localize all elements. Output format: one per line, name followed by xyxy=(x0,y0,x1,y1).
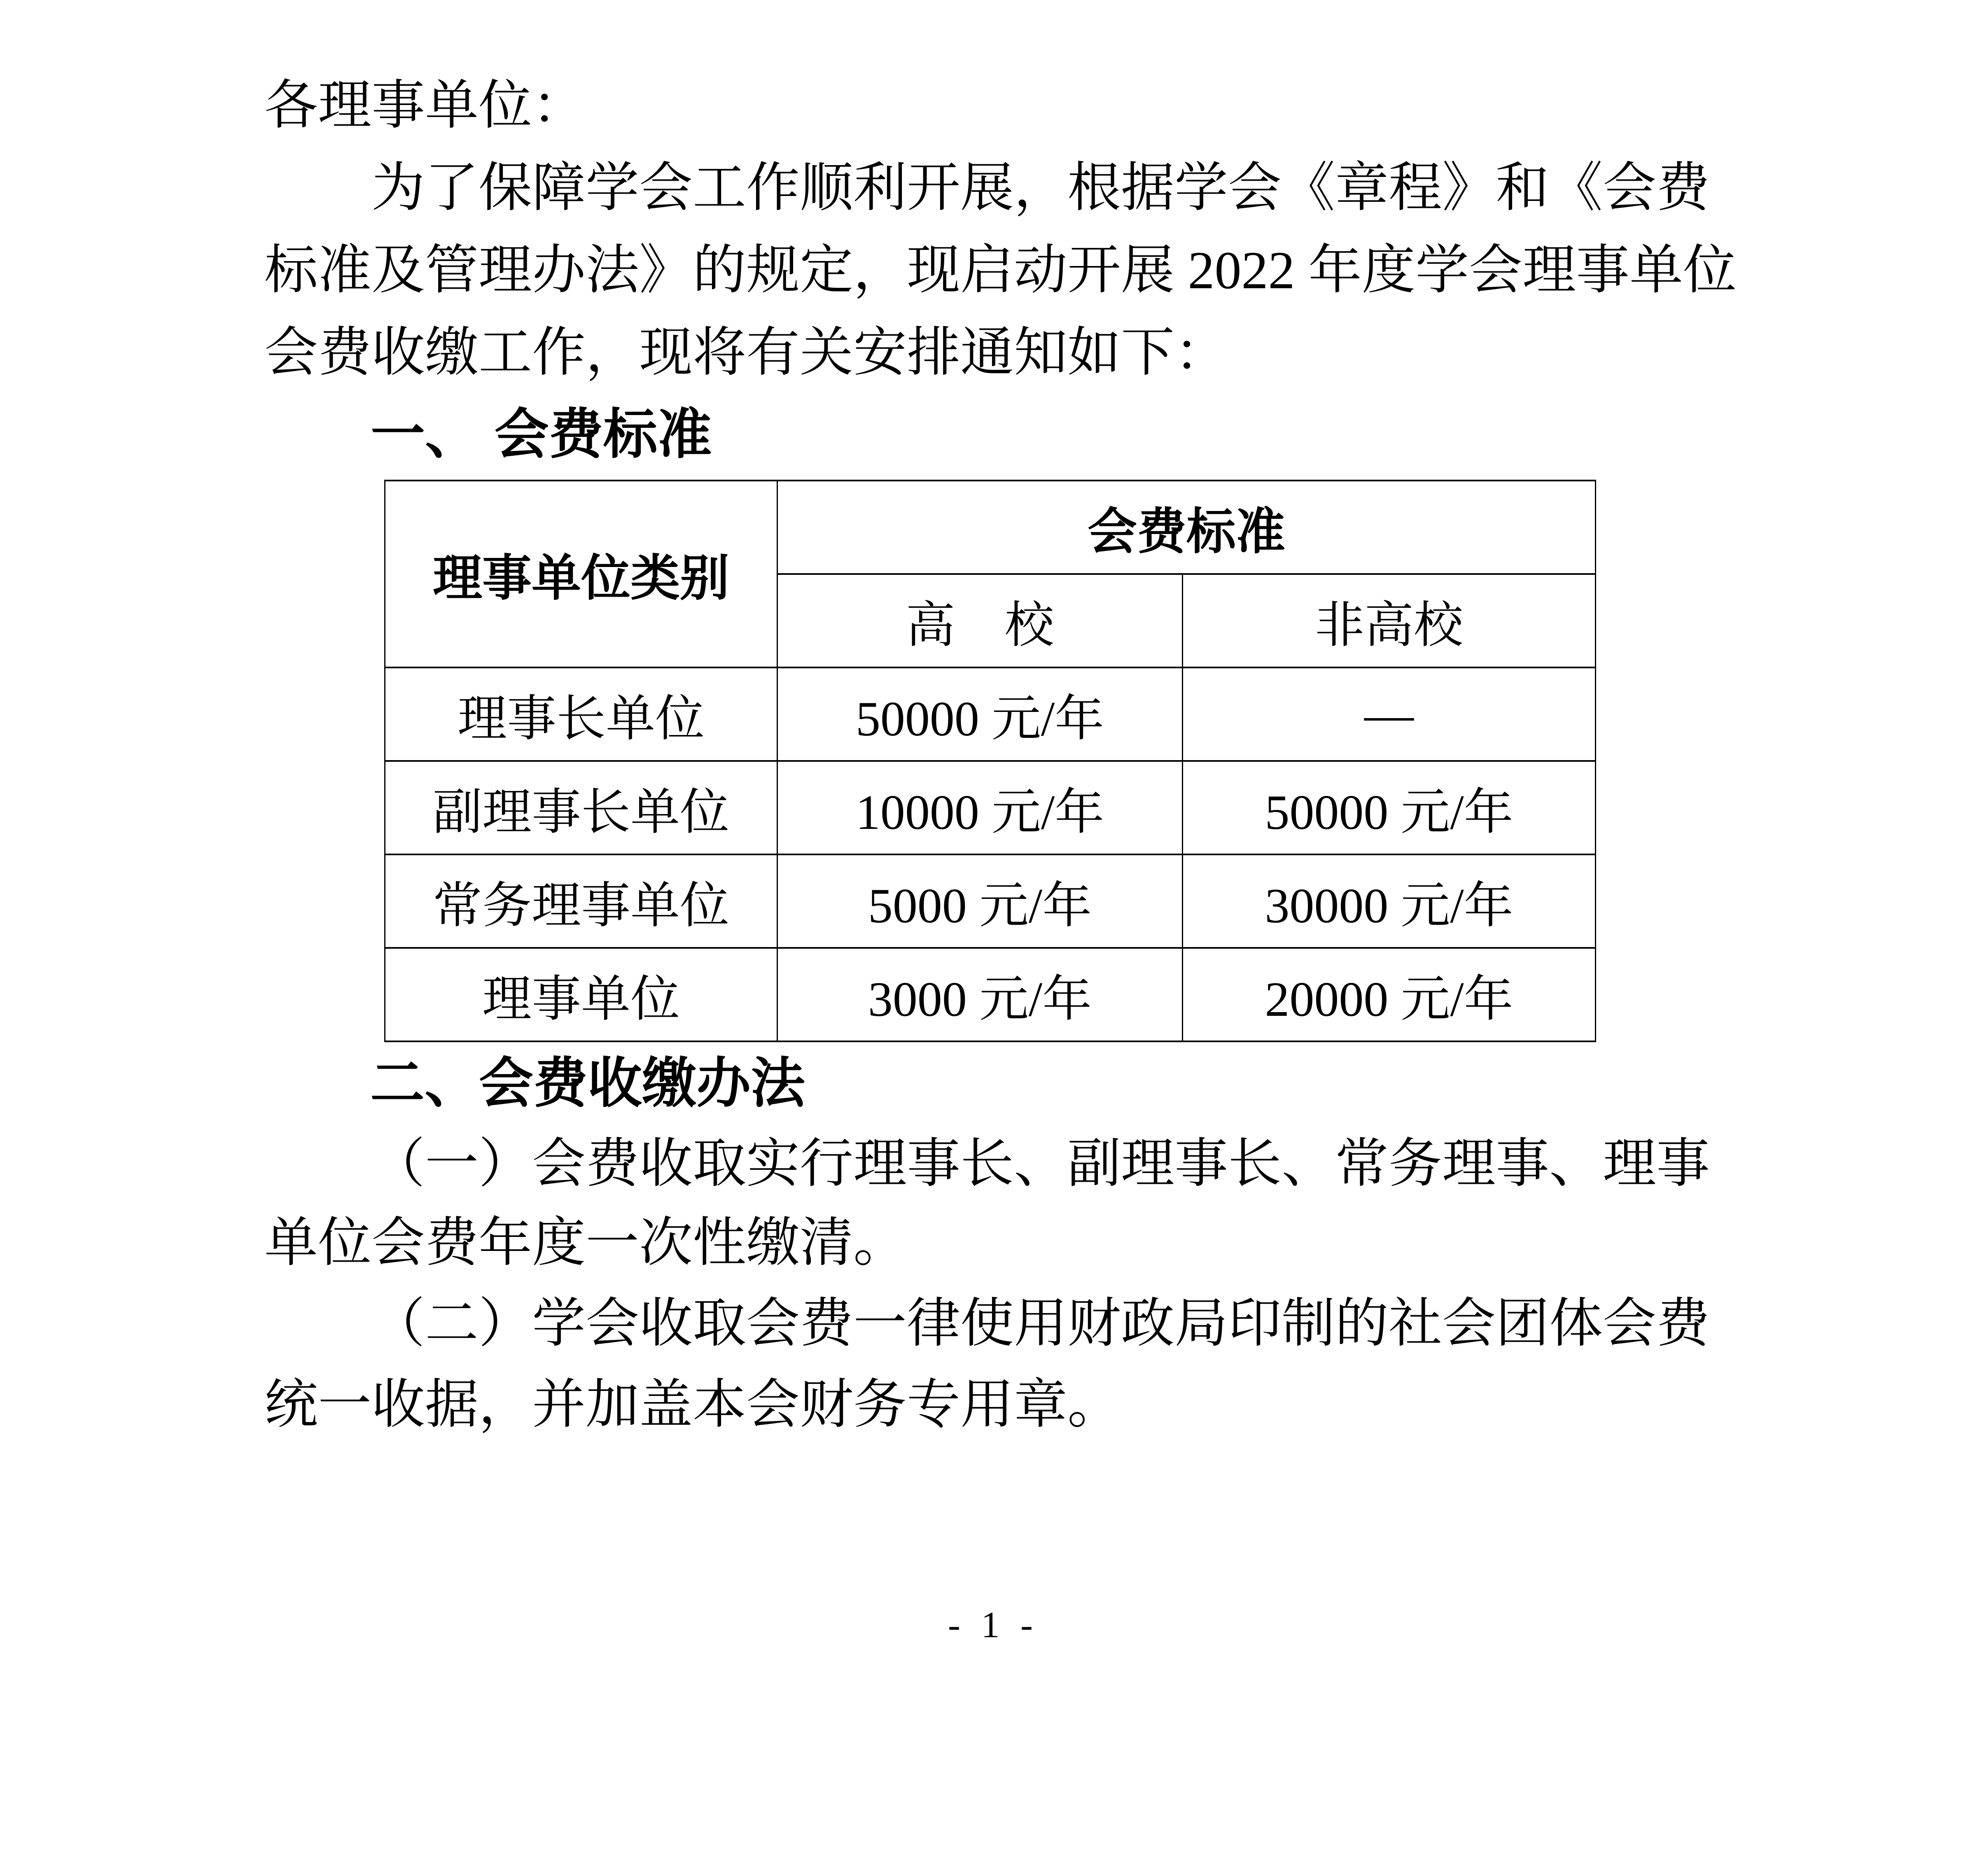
table-row xyxy=(385,761,1596,854)
row-university-fee: 3000 元/年 xyxy=(777,948,1183,1041)
table-header-non-university: 非高校 xyxy=(1183,574,1596,667)
fee-standard-table xyxy=(384,480,1596,1042)
collection-item-1-line-2: 单位会费年度一次性缴清。 xyxy=(264,1213,907,1273)
table-header-fee-standard: 会费标准 xyxy=(777,481,1596,574)
intro-line-2: 标准及管理办法》的规定，现启动开展 2022 年度学会理事单位 xyxy=(264,241,1737,300)
row-university-fee: 5000 元/年 xyxy=(777,854,1183,948)
section-heading-fee-standard: 一、 会费标准 xyxy=(371,404,712,464)
salutation-line: 各理事单位： xyxy=(264,76,586,135)
section-heading-fee-collection: 二、会费收缴办法 xyxy=(370,1053,805,1113)
table-header-category: 理事单位类别 xyxy=(385,481,777,667)
collection-item-1-line-1: （一）会费收取实行理事长、副理事长、常务理事、理事 xyxy=(371,1134,1710,1194)
row-non-university-fee: 20000 元/年 xyxy=(1183,948,1596,1041)
row-university-fee: 10000 元/年 xyxy=(777,761,1183,854)
table-header-university: 高 校 xyxy=(777,574,1183,667)
row-university-fee: 50000 元/年 xyxy=(777,667,1183,761)
intro-line-1: 为了保障学会工作顺利开展，根据学会《章程》和《会费 xyxy=(371,159,1710,218)
row-non-university-fee: — xyxy=(1183,667,1596,761)
row-category: 理事单位 xyxy=(385,948,777,1041)
row-category: 理事长单位 xyxy=(385,667,777,761)
row-non-university-fee: 50000 元/年 xyxy=(1183,761,1596,854)
table-row xyxy=(385,854,1596,948)
table-row xyxy=(385,948,1596,1041)
row-non-university-fee: 30000 元/年 xyxy=(1183,854,1596,948)
collection-item-2-line-1: （二）学会收取会费一律使用财政局印制的社会团体会费 xyxy=(371,1294,1710,1353)
row-category: 常务理事单位 xyxy=(385,854,777,948)
table-row xyxy=(385,667,1596,761)
row-category: 副理事长单位 xyxy=(385,761,777,854)
page-number: - 1 - xyxy=(948,1605,1039,1645)
collection-item-2-line-2: 统一收据，并加盖本会财务专用章。 xyxy=(264,1375,1121,1435)
intro-line-3: 会费收缴工作，现将有关安排通知如下： xyxy=(264,323,1228,383)
